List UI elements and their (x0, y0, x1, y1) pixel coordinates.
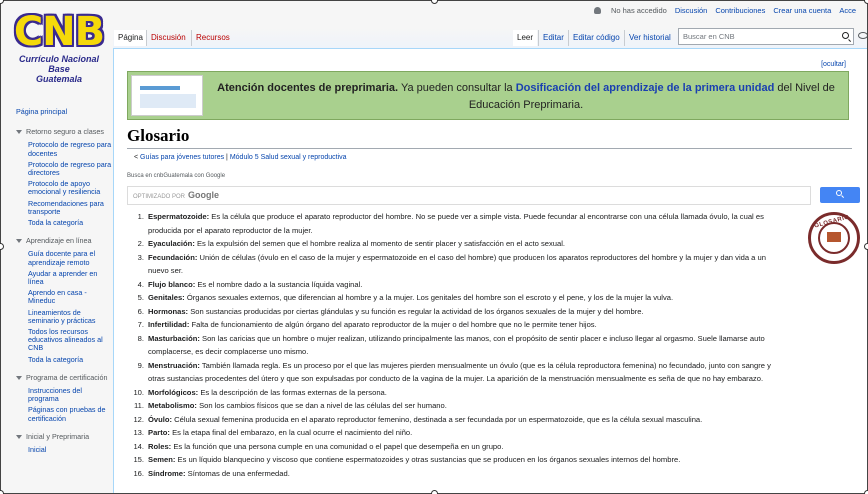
glossary-item (126, 291, 786, 305)
glossary-definition: Son los cambios físicos que se dan a nivel de las células del ser humano. (196, 401, 447, 410)
glossary-item-text (148, 291, 786, 305)
glossary-definition: También llamada regla. Es un proceso por el que las mujeres pierden mensualmente un óvulo (que es la célula reproductora femenina) no fecundado, junto con sangre y otras sustancias procedentes del útero y que son expulsadas por conducto de la vagina de la mujer. La aparición de la menstruación mensualmente es seña de que no hay embarazo. (148, 360, 771, 383)
glossary-term: Metabolismo: (148, 401, 197, 410)
glossary-item-number: 7. (137, 320, 144, 329)
banner-text-2: del Nivel de Educación Preprimaria. (468, 82, 835, 111)
personal-toolbar (594, 6, 856, 15)
glossary-item (126, 413, 786, 427)
glossary-item-text (148, 318, 786, 332)
glossary-item (126, 426, 786, 440)
logo-tagline-2: Guatemala (35, 74, 83, 84)
sidebar-item[interactable]: Guía docente para el aprendizaje remoto (28, 249, 96, 267)
book-icon (827, 232, 841, 242)
sidebar-section-heading[interactable] (16, 128, 112, 136)
breadcrumb-separator: | (224, 154, 230, 161)
user-icon (594, 7, 601, 14)
glossary-term: Espermatozoide: (148, 212, 210, 221)
sidebar-section-aprendizaje (16, 237, 112, 364)
not-logged-text: No has accedido (610, 6, 667, 15)
sidebar-item[interactable]: Protocolo de apoyo emocional y resiliencia (28, 179, 101, 197)
glossary-item-number: 13. (133, 428, 144, 437)
banner-text-1: Ya pueden consultar la (398, 82, 516, 94)
breadcrumb (134, 154, 347, 161)
glossary-term: Morfológicos: (148, 387, 199, 397)
glossary-term: Roles: (148, 441, 172, 451)
glossary-definition: Es la célula que produce el aparato reproductor del hombre. No se puede ver a simple vista. Puede fecundar al encontrarse con una célula llamada óvulo, la cual es producida por el aparato reproductor de la mujer. (148, 212, 764, 235)
glossary-term: Óvulo: (148, 414, 173, 424)
breadcrumb-prefix: < (134, 154, 141, 161)
glossary-item-number: 15. (133, 455, 144, 464)
glossary-definition: Es un líquido blanquecino y viscoso que contiene espermatozoides y otras sustancias que se producen en los órganos sexuales internos del hombre. (175, 455, 681, 464)
glossary-definition: Es la etapa final del embarazo, en la cual ocurre el nacimiento del niño. (169, 428, 413, 437)
page-title: Glosario (127, 126, 852, 149)
resize-handle[interactable] (0, 243, 4, 250)
banner-bold-lead: Atención docentes de preprimaria. (217, 82, 399, 94)
glossary-item (126, 305, 786, 319)
glossary-item-text (148, 453, 786, 467)
sidebar-item[interactable]: Protocolo de regreso para docentes (28, 140, 112, 158)
sidebar-item[interactable]: Todos los recursos educativos alineados al CNB (28, 327, 103, 353)
search-icon[interactable] (842, 32, 849, 39)
sidebar-item[interactable]: Recomendaciones para transporte (28, 198, 104, 216)
search-placeholder: Buscar en CNB (683, 32, 735, 41)
glossary-item-text (148, 251, 786, 278)
sidebar-main-page[interactable]: Página principal (16, 107, 68, 116)
glossary-item (126, 359, 786, 386)
sidebar (16, 108, 112, 457)
resize-handle[interactable] (0, 490, 4, 494)
sidebar-item[interactable]: Ayudar a aprender en línea (28, 268, 98, 287)
glossary-item-number: 6. (137, 306, 144, 316)
glossary-item-number: 10. (133, 387, 144, 397)
tab-edit[interactable]: Editar (538, 30, 568, 46)
resize-handle[interactable] (431, 490, 438, 494)
banner-link[interactable]: Dosificación del aprendizaje de la primera unidad (515, 82, 775, 94)
caret-down-icon (16, 376, 22, 380)
main-content (113, 48, 868, 494)
glossary-item-text (148, 440, 786, 454)
glossary-item-text (148, 386, 786, 400)
glossary-badge-label: GLOSARIO (813, 214, 851, 230)
sidebar-item[interactable]: Lineamientos de seminario y prácticas (28, 307, 96, 325)
glossary-item (126, 318, 786, 332)
glossary-item-number: 16. (133, 468, 144, 478)
glossary-item-number: 1. (137, 212, 144, 221)
logo-wordmark: CNB (13, 9, 105, 55)
sidebar-item[interactable]: Inicial (28, 445, 47, 455)
glossary-item-text (148, 399, 786, 413)
glossary-item-text (148, 332, 786, 359)
site-notice-banner (127, 71, 849, 120)
breadcrumb-link-modulo5[interactable]: Módulo 5 Salud sexual y reproductiva (229, 154, 347, 161)
sidebar-section-certificacion (16, 374, 112, 423)
banner-message (208, 80, 844, 114)
glossary-item-text (148, 237, 786, 251)
search-input[interactable] (678, 28, 854, 45)
glossary-definition: Son las caricias que un hombre o mujer realizan, utilizando principalmente las manos, con el propósito de sentir placer e incluso llegar al orgasmo. Suele llamarse auto complacerse, es decir complacerse uno mismo. (148, 333, 765, 356)
sidebar-section-title: Inicial y Preprimaria (26, 431, 90, 441)
sidebar-item[interactable]: Aprendo en casa - Mineduc (28, 288, 87, 306)
glossary-item (126, 453, 786, 467)
google-search-input[interactable] (127, 186, 811, 205)
glossary-definition: Síntomas de una enfermedad. (185, 468, 290, 478)
hide-banner-link[interactable]: [ocultar] (821, 61, 846, 68)
sidebar-section-heading[interactable] (16, 237, 112, 245)
glossary-item-text (148, 210, 786, 237)
glossary-term: Hormonas: (148, 306, 189, 316)
glossary-item (126, 332, 786, 359)
glossary-item (126, 440, 786, 454)
tab-resources[interactable]: Recursos (191, 30, 234, 46)
login-link[interactable]: Acce (839, 6, 856, 15)
glossary-item-number: 8. (137, 333, 144, 343)
sidebar-item[interactable]: Páginas con pruebas de certificación (28, 405, 106, 423)
glossary-definition: Célula sexual femenina producida en el aparato reproductor femenino, destinada a ser fecundada por un espermatozoide, que es la célula sexual masculina. (172, 414, 703, 424)
tab-discussion[interactable]: Discusión (146, 30, 190, 46)
glossary-item-text (148, 426, 786, 440)
glossary-definition: Es la función que una persona cumple en una comunidad o el papel que desempeña en un grupo. (171, 441, 504, 451)
glossary-term: Flujo blanco: (148, 279, 196, 289)
glossary-definition: Órganos sexuales externos, que diferencian al hombre y a la mujer. Los genitales del hombre son el escroto y el pene, y los de la mujer la vulva. (184, 293, 674, 302)
glossary-item (126, 237, 786, 251)
resize-handle[interactable] (864, 243, 868, 250)
glossary-item (126, 278, 786, 292)
glossary-item-number: 9. (137, 360, 144, 370)
search-icon (836, 190, 842, 196)
glossary-definition: Es la expulsión del semen que el hombre realiza al momento de sentir placer y satisfacción en el acto sexual. (194, 239, 566, 248)
glossary-definition: Son sustancias producidas por ciertas glándulas y su función es regular la actividad de los órganos sexuales de la mujer y del hombre. (188, 306, 644, 316)
glossary-item-text (148, 359, 786, 386)
glossary-term: Masturbación: (148, 333, 200, 343)
resize-handle[interactable] (431, 0, 438, 4)
glossary-term: Infertilidad: (148, 320, 190, 329)
glossary-item-number: 3. (137, 252, 144, 262)
glossary-item (126, 210, 786, 237)
glossary-term: Menstruación: (148, 360, 200, 370)
talk-link[interactable]: Discusión (674, 6, 708, 15)
glossary-item (126, 467, 786, 481)
glossary-term: Síndrome: (148, 468, 186, 478)
glossary-term: Genitales: (148, 293, 185, 302)
tab-history[interactable]: Ver historial (624, 30, 675, 46)
glossary-item (126, 399, 786, 413)
resize-handle[interactable] (0, 0, 4, 4)
glossary-item (126, 386, 786, 400)
glossary-definition: Es el nombre dado a la sustancia líquida vaginal. (195, 279, 363, 289)
sidebar-item[interactable]: Protocolo de regreso para directores (28, 159, 112, 178)
sidebar-section-retorno (16, 128, 112, 227)
breadcrumb-link-tutores[interactable]: Guías para jóvenes tutores (140, 154, 225, 161)
site-logo[interactable] (8, 10, 110, 84)
sidebar-item[interactable]: Toda la categoría (28, 354, 84, 364)
glossary-badge-image (808, 212, 860, 264)
glossary-term: Fecundación: (148, 252, 198, 262)
google-search-label: Busca en cnbGuatemala con Google (127, 173, 226, 179)
sidebar-section-heading[interactable] (16, 433, 112, 441)
google-search-button[interactable] (820, 187, 860, 203)
google-brand: Google (188, 190, 220, 200)
sidebar-section-title: Programa de certificación (26, 372, 108, 382)
sidebar-section-title: Aprendizaje en línea (26, 236, 92, 246)
glossary-item-number: 14. (133, 441, 144, 451)
sidebar-section-title: Retorno seguro a clases (26, 127, 104, 137)
tab-page[interactable]: Página (114, 30, 147, 46)
resize-handle[interactable] (864, 0, 868, 4)
create-account-link[interactable]: Crear una cuenta (773, 6, 832, 15)
glossary-definition: Unión de células (óvulo en el caso de la mujer y espermatozoide en el caso del hombre) que producen los aparatos reproductores del hombre y la mujer y dan vida a un nuevo ser. (148, 252, 766, 275)
glossary-list (126, 210, 786, 480)
banner-thumbnail[interactable] (131, 75, 203, 116)
logo-tagline-1: Currículo Nacional Base (18, 54, 99, 74)
caret-down-icon (16, 130, 22, 134)
sidebar-item[interactable]: Toda la categoría (28, 218, 84, 228)
glossary-item-number: 2. (137, 239, 144, 248)
glossary-definition: Es la descripción de las formas externas de la persona. (198, 387, 387, 397)
tab-edit-source[interactable]: Editar código (568, 30, 624, 46)
sidebar-section-preprimaria (16, 433, 112, 454)
glossary-item-text (148, 305, 786, 319)
caret-down-icon (16, 435, 22, 439)
sidebar-section-heading[interactable] (16, 374, 112, 382)
glossary-item-text (148, 467, 786, 481)
glossary-item-number: 11. (134, 401, 144, 410)
contributions-link[interactable]: Contribuciones (715, 6, 766, 15)
glossary-item-number: 5. (137, 293, 144, 302)
glossary-term: Parto: (148, 428, 170, 437)
google-enhanced-label: OPTIMIZADO POR (133, 194, 186, 200)
glossary-item (126, 251, 786, 278)
eye-icon[interactable] (858, 32, 868, 39)
glossary-term: Eyaculación: (148, 239, 195, 248)
sidebar-item[interactable]: Instrucciones del programa (28, 386, 82, 404)
caret-down-icon (16, 239, 22, 243)
glossary-term: Semen: (148, 455, 176, 464)
glossary-item-number: 12. (133, 414, 144, 424)
glossary-item-text (148, 278, 786, 292)
glossary-definition: Falta de funcionamiento de algún órgano del aparato reproductor de la mujer o del hombre que no le permite tener hijos. (189, 320, 597, 329)
resize-handle[interactable] (864, 490, 868, 494)
glossary-item-number: 4. (137, 279, 144, 289)
tab-read[interactable]: Leer (513, 30, 537, 46)
glossary-item-text (148, 413, 786, 427)
